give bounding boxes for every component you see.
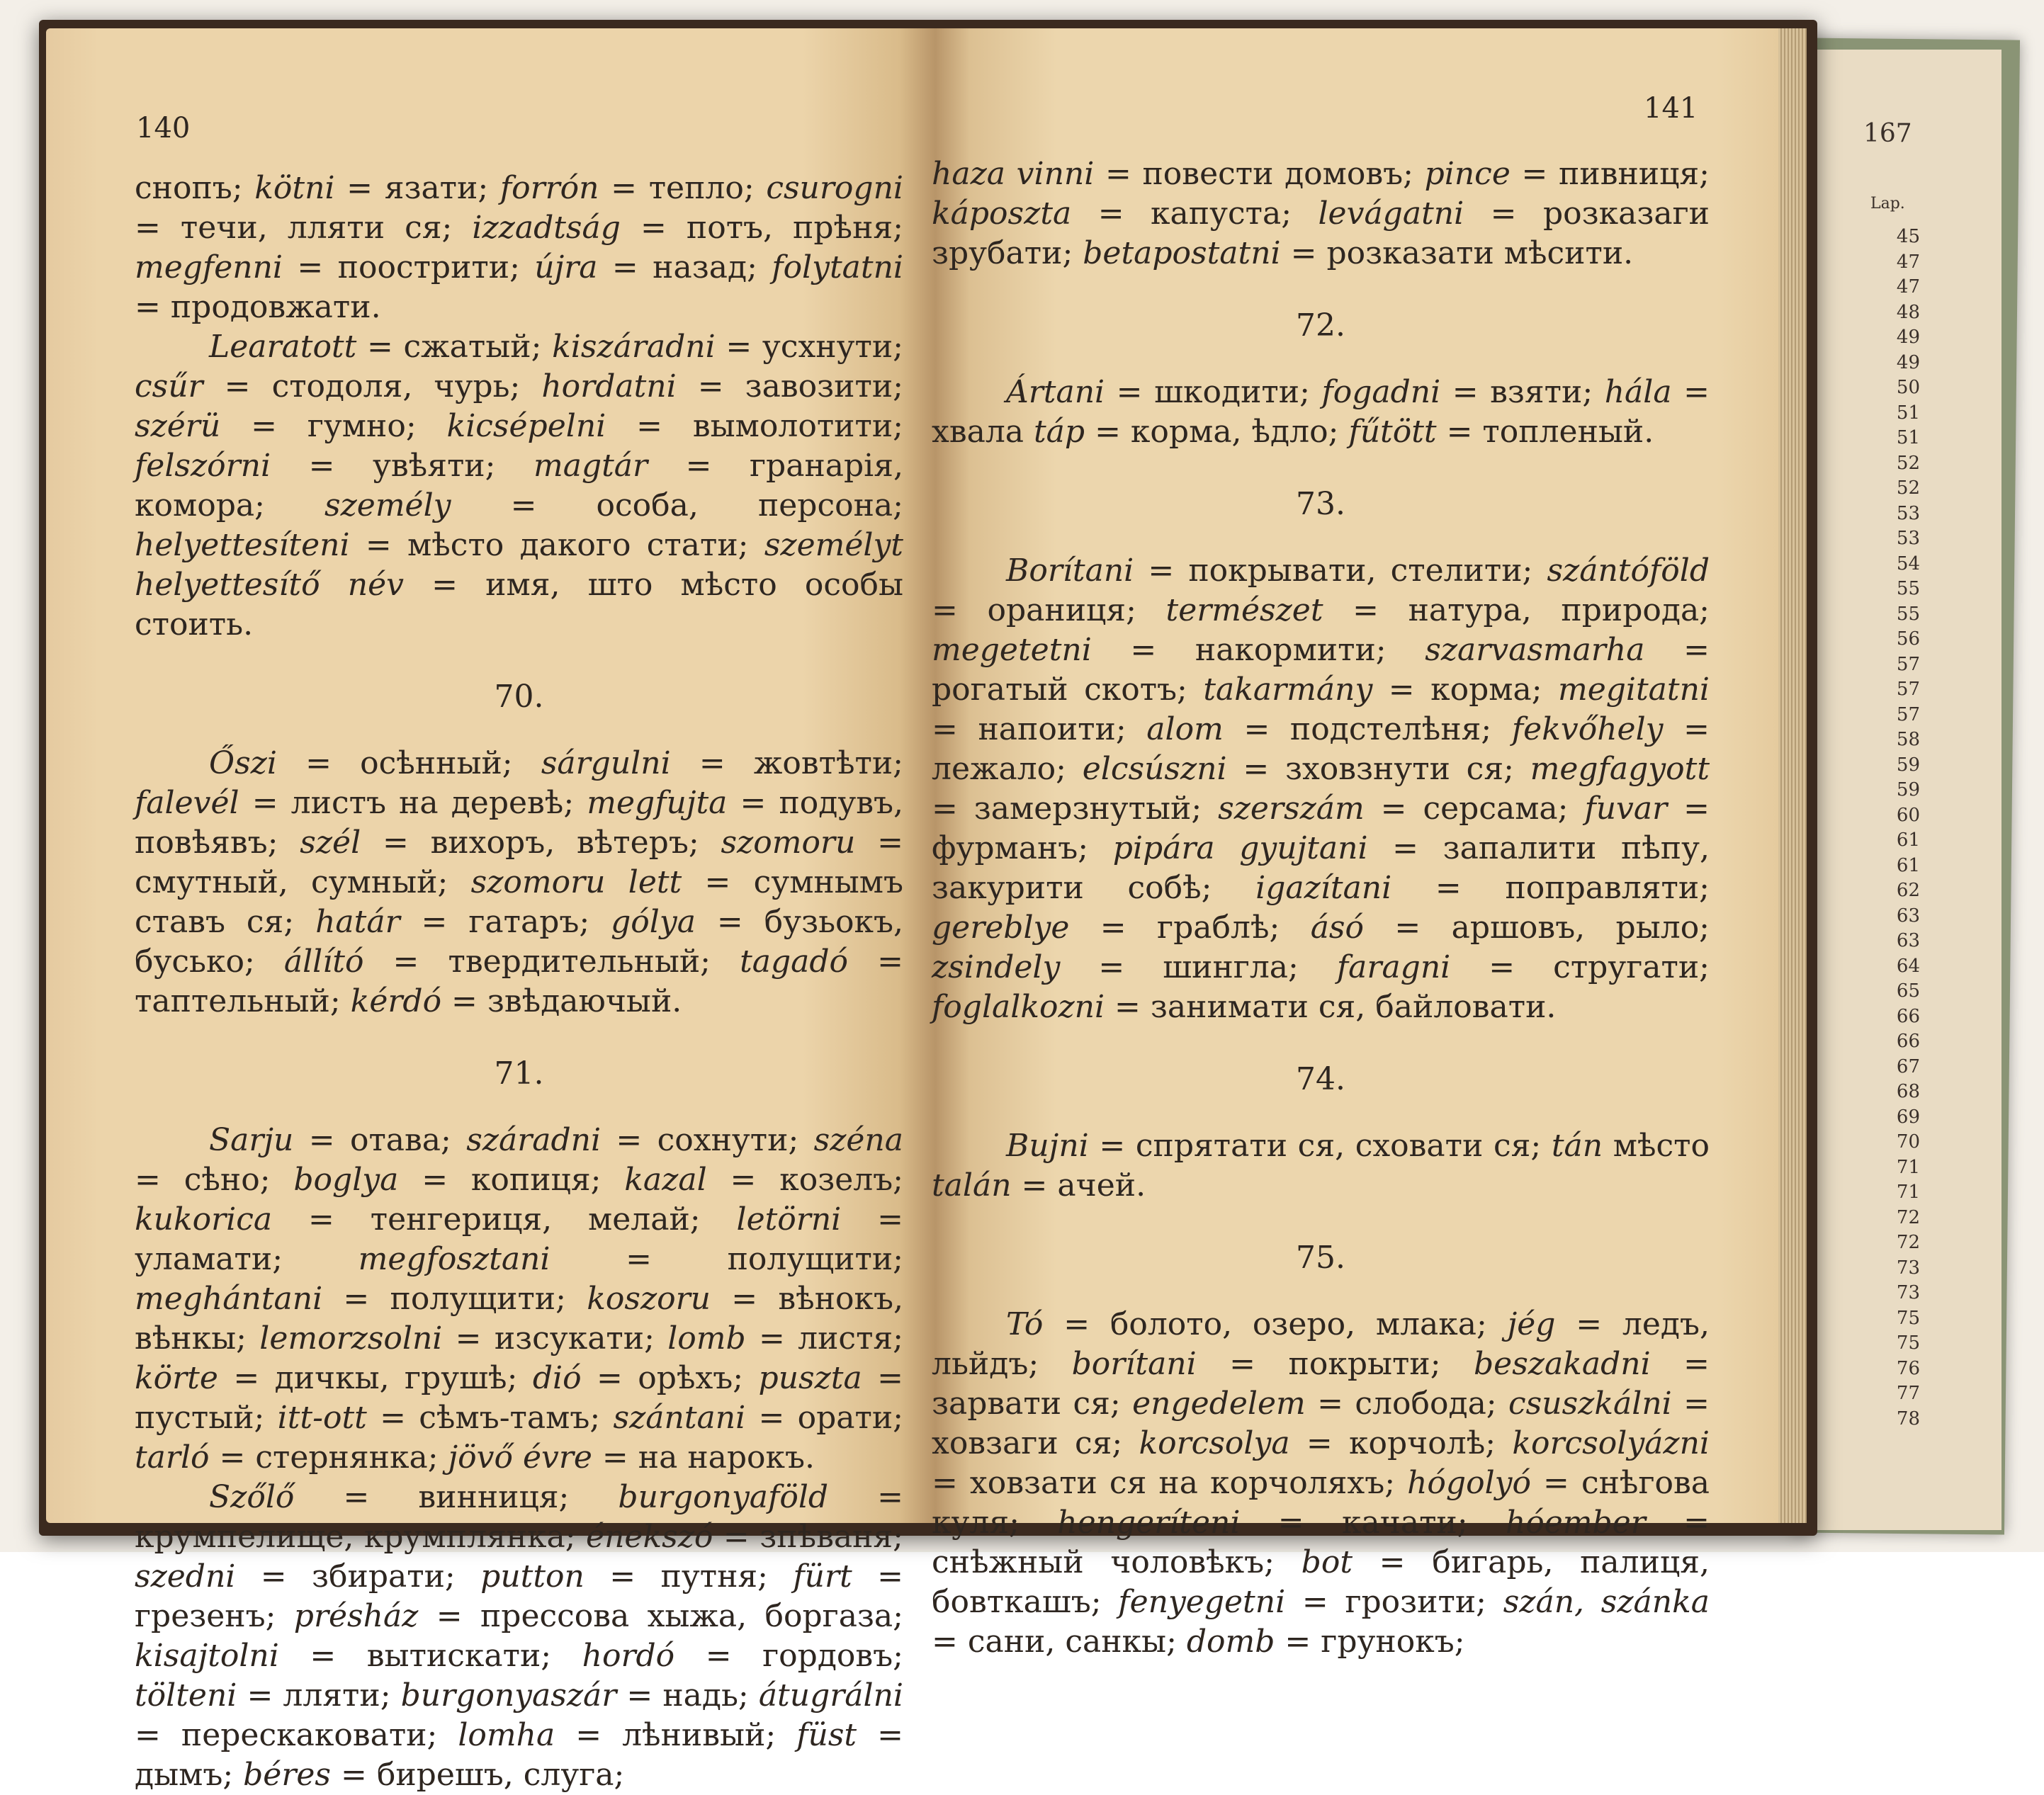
hungarian-word: béres xyxy=(243,1757,331,1793)
index-page-number: 56 xyxy=(1896,628,1920,650)
hungarian-word: hógolyó xyxy=(1407,1465,1531,1501)
leader-dots xyxy=(1810,1256,1860,1281)
leader-dots xyxy=(1810,1055,1860,1080)
leader-dots xyxy=(1810,1180,1860,1206)
index-page-number: 72 xyxy=(1896,1232,1920,1253)
index-page-number: 61 xyxy=(1896,854,1920,876)
leader-dots xyxy=(1810,1080,1860,1105)
leader-dots xyxy=(1810,1155,1860,1181)
vocabulary-paragraph: haza vinni = повести домовъ; pince = пивниця; káposzta = капуста; levágatni = розказаги зрубати; betapostatni = розказати мѣсити. xyxy=(932,156,1710,271)
leader-dots xyxy=(1810,1331,1860,1357)
hungarian-word: kiszáradni xyxy=(552,329,716,365)
index-page-number: 52 xyxy=(1896,477,1920,499)
hungarian-word: tán xyxy=(1551,1128,1603,1164)
hungarian-word: megfujta xyxy=(587,785,728,821)
hungarian-word: puszta xyxy=(758,1360,862,1396)
hungarian-word: széna xyxy=(813,1122,903,1158)
hungarian-word: csurogni xyxy=(766,170,903,206)
hungarian-word: kisajtolni xyxy=(135,1638,279,1674)
hungarian-word: füst xyxy=(796,1717,857,1753)
hungarian-word: táp xyxy=(1034,414,1085,450)
leader-dots xyxy=(1810,1105,1860,1131)
hungarian-word: énekszó xyxy=(586,1519,713,1555)
hungarian-word: falevél xyxy=(135,785,239,821)
leader-dots xyxy=(1810,878,1860,904)
vocabulary-paragraph: снопъ; kötni = язати; forrón = тепло; csurogni = течи, лляти ся; izzadtság = потъ, прѣня; megfenni = поострити; újra = назад; folytatni = продовжати. xyxy=(135,170,903,325)
leader-dots xyxy=(1810,1407,1860,1432)
leader-dots xyxy=(1810,727,1860,753)
hungarian-word: Borítani xyxy=(1006,553,1134,589)
hungarian-word: személy xyxy=(324,487,451,523)
leader-dots xyxy=(1810,225,1860,250)
hungarian-word: itt-ott xyxy=(277,1400,367,1436)
leader-dots xyxy=(1810,602,1860,628)
index-page-number: 47 xyxy=(1896,251,1920,273)
hungarian-word: állító xyxy=(283,944,364,980)
hungarian-word: lomb xyxy=(667,1320,746,1357)
hungarian-word: jég xyxy=(1507,1306,1556,1342)
index-page-number: 55 xyxy=(1896,603,1920,625)
hungarian-word: hordó xyxy=(582,1638,675,1674)
hungarian-word: elcsúszni xyxy=(1082,751,1227,787)
hungarian-word: pipára gyujtani xyxy=(1112,830,1368,866)
leader-dots xyxy=(1810,275,1860,300)
back-page-number: 167 xyxy=(1863,119,1912,148)
hungarian-word: hála xyxy=(1604,374,1672,410)
hungarian-word: levágatni xyxy=(1318,196,1464,232)
index-page-number: 57 xyxy=(1896,679,1920,700)
hungarian-word: gólya xyxy=(611,904,696,940)
hungarian-word: jövő évre xyxy=(448,1439,592,1476)
hungarian-word: présház xyxy=(293,1598,419,1634)
left-page-text xyxy=(135,169,903,1795)
leader-dots xyxy=(1810,375,1860,401)
index-page-number: 59 xyxy=(1896,754,1920,776)
index-page-number: 73 xyxy=(1896,1257,1920,1279)
hungarian-word: természet xyxy=(1165,592,1323,628)
index-page-number: 49 xyxy=(1896,327,1920,348)
hungarian-word: forrón xyxy=(499,170,599,206)
hungarian-word: Sarju xyxy=(209,1122,294,1158)
hungarian-word: meghántani xyxy=(135,1281,323,1317)
hungarian-word: beszakadni xyxy=(1473,1346,1651,1382)
index-page-number: 68 xyxy=(1896,1081,1920,1102)
index-page-number: 73 xyxy=(1896,1282,1920,1303)
hungarian-word: Tó xyxy=(1006,1306,1044,1342)
index-page-number: 63 xyxy=(1896,930,1920,951)
hungarian-word: korcsolya xyxy=(1139,1425,1290,1461)
hungarian-word: zsindely xyxy=(932,949,1061,985)
leader-dots xyxy=(1810,954,1860,980)
index-page-number: 54 xyxy=(1896,553,1920,574)
index-page-number: 51 xyxy=(1896,427,1920,448)
hungarian-word: Bujni xyxy=(1006,1128,1089,1164)
index-page-number: 64 xyxy=(1896,955,1920,977)
hungarian-word: lomha xyxy=(458,1717,555,1753)
section-number: 72. xyxy=(1296,307,1345,344)
hungarian-word: káposzta xyxy=(932,196,1072,232)
leader-dots xyxy=(1810,753,1860,778)
index-page-number: 72 xyxy=(1896,1206,1920,1228)
hungarian-word: kicsépelni xyxy=(446,408,606,444)
hungarian-word: Szőlő xyxy=(209,1479,295,1515)
leader-dots xyxy=(1810,1004,1860,1030)
hungarian-word: csűr xyxy=(135,368,203,404)
hungarian-word: fuvar xyxy=(1584,791,1668,827)
leader-dots xyxy=(1810,1130,1860,1155)
hungarian-word: tölteni xyxy=(135,1677,237,1714)
index-page-number: 55 xyxy=(1896,578,1920,599)
hungarian-word: letörni xyxy=(736,1201,842,1238)
hungarian-word: kazal xyxy=(624,1162,707,1198)
index-page-number: 66 xyxy=(1896,1005,1920,1027)
hungarian-word: szomoru xyxy=(721,825,856,861)
leader-dots xyxy=(1810,1306,1860,1332)
leader-dots xyxy=(1810,703,1860,728)
index-column-label: Lap. xyxy=(1870,195,1905,213)
leader-dots xyxy=(1810,1381,1860,1407)
vocabulary-paragraph: Tó = болото, озеро, млака; jég = ледъ, льйдъ; borítani = покрыти; beszakadni = зарвати ся; engedelem = слобода; csuszkálni = ховзаги ся; korcsolya = корчолѣ; korcsolyázni = ховзати ся на корчоляхъ; hógolyó = снѣгова куля; hengeríteni = качати; hóember = снѣжный чоловѣкъ; bot = бигарь, палиця, бовткашъ; fenyegetni = грозити; szán, szánka = сани, санкы; domb = грунокъ; xyxy=(932,1306,1710,1660)
vocabulary-paragraph: Őszi = осѣнный; sárgulni = жовтѣти; falevél = листъ на деревѣ; megfujta = подувъ, повѣявъ; szél = вихоръ, вѣтеръ; szomoru = смутный, сумный; szomoru lett = сумнымъ ставъ ся; határ = гатаръ; gólya = бузьокъ, бусько; állító = твердительный; tagadó = таптельный; kérdó = звѣдаючый. xyxy=(135,745,904,1019)
index-page-number: 67 xyxy=(1896,1055,1920,1077)
leader-dots xyxy=(1810,300,1860,326)
right-page-number: 141 xyxy=(1644,92,1698,125)
hungarian-word: megfagyott xyxy=(1530,751,1710,787)
hungarian-word: csuszkálni xyxy=(1508,1386,1672,1422)
hungarian-word: magtár xyxy=(533,448,648,484)
leader-dots xyxy=(1810,1206,1860,1231)
leader-dots xyxy=(1810,476,1860,502)
index-page-number: 71 xyxy=(1896,1156,1920,1178)
hungarian-word: személyt helyettesítő név xyxy=(135,527,903,603)
hungarian-word: helyettesíteni xyxy=(135,527,350,563)
section-number: 71. xyxy=(494,1055,544,1092)
index-page-number: 49 xyxy=(1896,351,1920,373)
hungarian-word: igazítani xyxy=(1255,870,1392,906)
right-page-text xyxy=(932,154,1710,1662)
index-page-number: 66 xyxy=(1896,1031,1920,1052)
hungarian-word: megitatni xyxy=(1557,672,1710,708)
hungarian-word: felszórni xyxy=(135,448,271,484)
hungarian-word: engedelem xyxy=(1132,1386,1306,1422)
hungarian-word: talán xyxy=(932,1167,1012,1204)
hungarian-word: betapostatni xyxy=(1083,235,1281,271)
hungarian-word: gereblye xyxy=(932,910,1070,946)
hungarian-word: korcsolyázni xyxy=(1512,1425,1710,1461)
leader-dots xyxy=(1810,627,1860,652)
hungarian-word: kötni xyxy=(254,170,335,206)
hungarian-word: hengeríteni xyxy=(1057,1505,1241,1541)
index-page-number: 59 xyxy=(1896,779,1920,800)
hungarian-word: kérdó xyxy=(350,983,442,1019)
leader-dots xyxy=(1810,828,1860,854)
leader-dots xyxy=(1810,351,1860,376)
hungarian-word: szél xyxy=(300,825,361,861)
hungarian-word: burgonyaszár xyxy=(400,1677,617,1714)
index-page-number: 77 xyxy=(1896,1383,1920,1404)
hungarian-word: fekvőhely xyxy=(1511,711,1664,747)
index-page-number: 50 xyxy=(1896,377,1920,398)
index-page-number: 69 xyxy=(1896,1106,1920,1128)
hungarian-word: bot xyxy=(1301,1544,1353,1580)
index-page-number: 53 xyxy=(1896,502,1920,524)
index-page-number: 52 xyxy=(1896,452,1920,474)
leader-dots xyxy=(1810,854,1860,879)
vocabulary-paragraph: Bujni = спрятати ся, сховати ся; tán мѣсто talán = ачей. xyxy=(932,1128,1710,1204)
hungarian-word: fűtött xyxy=(1348,414,1437,450)
hungarian-word: haza vinni xyxy=(932,156,1095,192)
hungarian-word: megfosztani xyxy=(358,1241,550,1277)
hungarian-word: Ártani xyxy=(1006,374,1105,410)
hungarian-word: dió xyxy=(532,1360,582,1396)
hungarian-word: faragni xyxy=(1336,949,1451,985)
hungarian-word: szán, szánka xyxy=(1503,1584,1710,1620)
hungarian-word: domb xyxy=(1186,1624,1275,1660)
hungarian-word: szarvasmarha xyxy=(1425,632,1645,668)
hungarian-word: megetetni xyxy=(932,632,1092,668)
index-page-number: 63 xyxy=(1896,905,1920,927)
hungarian-word: putton xyxy=(480,1558,585,1595)
hungarian-word: alom xyxy=(1146,711,1224,747)
index-page-number: 60 xyxy=(1896,804,1920,826)
leader-dots xyxy=(1810,401,1860,426)
hungarian-word: Learatott xyxy=(209,329,357,365)
leader-dots xyxy=(1810,451,1860,477)
hungarian-word: ásó xyxy=(1310,910,1364,946)
section-number: 75. xyxy=(1296,1240,1345,1276)
hungarian-word: foglalkozni xyxy=(932,989,1105,1025)
leader-dots xyxy=(1810,502,1860,527)
left-page-number: 140 xyxy=(136,112,191,145)
leader-dots xyxy=(1810,803,1860,829)
index-page-number: 75 xyxy=(1896,1332,1920,1354)
hungarian-word: hordatni xyxy=(541,368,677,404)
leader-dots xyxy=(1810,1357,1860,1382)
leader-dots xyxy=(1810,552,1860,577)
hungarian-word: szérü xyxy=(135,408,221,444)
index-page-number: 48 xyxy=(1896,301,1920,323)
hungarian-word: szerszám xyxy=(1218,791,1365,827)
index-page-number: 57 xyxy=(1896,653,1920,675)
hungarian-word: burgonyaföld xyxy=(618,1479,829,1515)
hungarian-word: átugrálni xyxy=(758,1677,903,1714)
hungarian-word: hóember xyxy=(1505,1505,1646,1541)
hungarian-word: tarló xyxy=(135,1439,210,1476)
page-edges xyxy=(1778,28,1807,1523)
vocabulary-paragraph: Learatott = сжатый; kiszáradni = усхнути; csűr = стодоля, чурь; hordatni = завозити; szérü = гумно; kicsépelni = вымолотити; felszórni = увѣяти; magtár = гранарія, комора; személy = особа, персона; helyettesíteni = мѣсто дакого стати; személyt helyettesítő név = имя, што мѣсто особы стоить. xyxy=(135,329,904,642)
hungarian-word: pince xyxy=(1424,156,1511,192)
hungarian-word: tagadó xyxy=(740,944,849,980)
leader-dots xyxy=(1810,250,1860,276)
hungarian-word: megfenni xyxy=(135,249,283,285)
hungarian-word: körte xyxy=(135,1360,218,1396)
leader-dots xyxy=(1810,778,1860,803)
hungarian-word: koszoru xyxy=(587,1281,711,1317)
leader-dots xyxy=(1810,1281,1860,1306)
vocabulary-paragraph: Ártani = шкодити; fogadni = взяти; hála = хвала táp = корма, ѣдло; fűtött = топленый. xyxy=(932,374,1710,450)
leader-dots xyxy=(1810,904,1860,929)
hungarian-word: fürt xyxy=(793,1558,852,1595)
index-page-number: 47 xyxy=(1896,276,1920,298)
vocabulary-paragraph: Sarju = отава; száradni = сохнути; széna = сѣно; boglya = копиця; kazal = козелъ; kukorica = тенгериця, мелай; letörni = уламати; megfosztani = полущити; meghántani = полущити; koszoru = вѣнокъ, вѣнкы; lemorzsolni = изсукати; lomb = листя; körte = дичкы, грушѣ; dió = орѣхъ; puszta = пустый; itt-ott = сѣмъ-тамъ; szántani = орати; tarló = стернянка; jövő évre = на нарокъ. xyxy=(135,1122,904,1476)
index-page-number: 58 xyxy=(1896,729,1920,750)
hungarian-word: fogadni xyxy=(1321,374,1441,410)
leader-dots xyxy=(1810,677,1860,703)
leader-dots xyxy=(1810,426,1860,451)
index-page-number: 51 xyxy=(1896,402,1920,424)
section-number: 70. xyxy=(494,679,544,715)
hungarian-word: borítani xyxy=(1071,1346,1197,1382)
leader-dots xyxy=(1810,979,1860,1004)
hungarian-word: szántóföld xyxy=(1547,553,1710,589)
section-number: 73. xyxy=(1296,486,1345,522)
leader-dots xyxy=(1810,929,1860,954)
index-leader-dots xyxy=(1810,225,1860,1432)
hungarian-word: izzadtság xyxy=(472,210,621,246)
hungarian-word: boglya xyxy=(293,1162,399,1198)
index-page-number: 75 xyxy=(1896,1307,1920,1329)
vocabulary-paragraph: Borítani = покрывати, стелити; szántóföld = ораниця; természet = натура, природа; megetetni = накормити; szarvasmarha = рогатый скотъ; takarmány = корма; megitatni = напоити; alom = подстелѣня; fekvőhely = лежало; elcsúszni = зховзнути ся; megfagyott = замерзнутый; szerszám = серсама; fuvar = фурманъ; pipára gyujtani = запалити пѣпу, закурити собѣ; igazítani = поправляти; gereblye = граблѣ; ásó = аршовъ, рыло; zsindely = шингла; faragni = стругати; foglalkozni = занимати ся, байловати. xyxy=(932,553,1710,1025)
hungarian-word: takarmány xyxy=(1203,672,1373,708)
hungarian-word: sárgulni xyxy=(541,745,671,781)
hungarian-word: határ xyxy=(315,904,400,940)
leader-dots xyxy=(1810,1230,1860,1256)
index-page-number: 76 xyxy=(1896,1357,1920,1379)
leader-dots xyxy=(1810,652,1860,678)
index-page-number: 61 xyxy=(1896,829,1920,851)
leader-dots xyxy=(1810,325,1860,351)
vocabulary-paragraph: Szőlő = винниця; burgonyaföld = крумпелище, крумплянка; énekszó = зпѣваня; szedni = збирати; putton = путня; fürt = грезенъ; présház = прессова хыжа, боргаза; kisajtolni = вытискати; hordó = гордовъ; tölteni = лляти; burgonyaszár = надь; átugrálni = перескаковати; lomha = лѣнивый; füst = дымъ; béres = бирешъ, слуга; xyxy=(135,1479,903,1793)
leader-dots xyxy=(1810,577,1860,602)
hungarian-word: Őszi xyxy=(209,745,277,781)
index-page-number: 45 xyxy=(1896,226,1920,247)
leader-dots xyxy=(1810,526,1860,552)
hungarian-word: szedni xyxy=(135,1558,236,1595)
index-page-number: 71 xyxy=(1896,1182,1920,1203)
index-page-number: 70 xyxy=(1896,1131,1920,1153)
hungarian-word: újra xyxy=(534,249,598,285)
index-page-list xyxy=(1863,225,1920,1432)
index-page-number: 53 xyxy=(1896,528,1920,549)
section-number: 74. xyxy=(1296,1061,1345,1097)
hungarian-word: szántani xyxy=(613,1400,746,1436)
index-page-number: 57 xyxy=(1896,703,1920,725)
hungarian-word: folytatni xyxy=(772,249,903,285)
hungarian-word: szomoru lett xyxy=(470,864,682,900)
index-page-number: 62 xyxy=(1896,880,1920,901)
hungarian-word: fenyegetni xyxy=(1118,1584,1286,1620)
leader-dots xyxy=(1810,1029,1860,1055)
index-page-number: 78 xyxy=(1896,1408,1920,1429)
hungarian-word: lemorzsolni xyxy=(259,1320,443,1357)
hungarian-word: száradni xyxy=(466,1122,602,1158)
hungarian-word: kukorica xyxy=(135,1201,273,1238)
index-page-number: 65 xyxy=(1896,980,1920,1002)
